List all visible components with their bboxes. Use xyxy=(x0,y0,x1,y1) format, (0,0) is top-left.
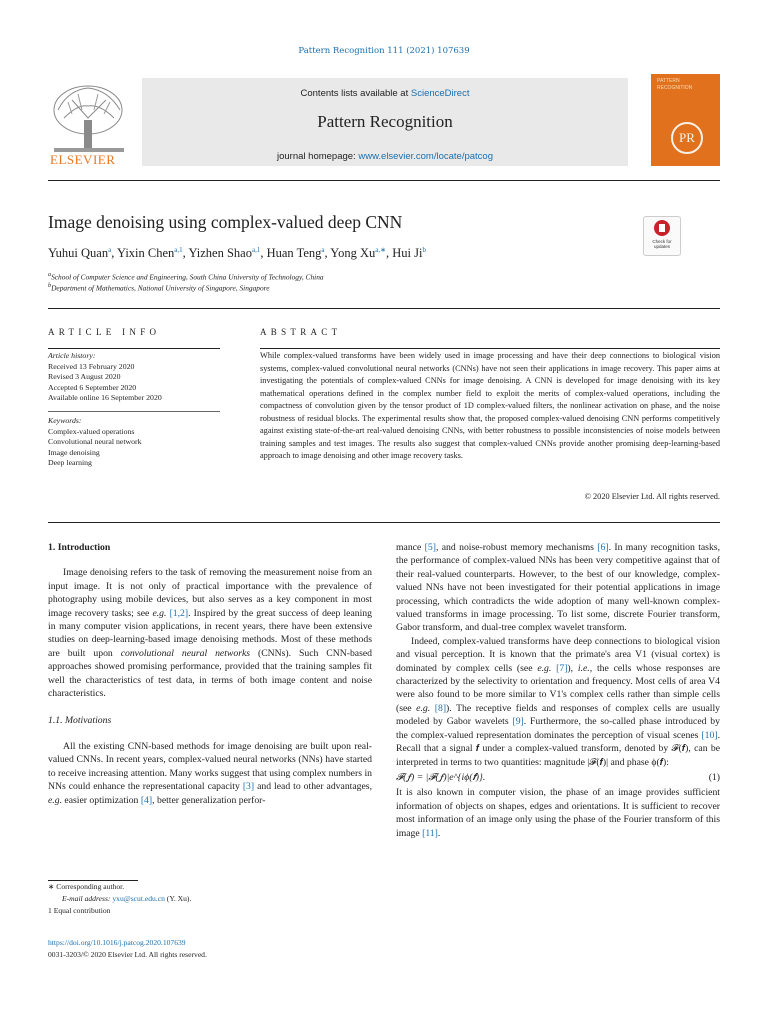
sciencedirect-link[interactable]: ScienceDirect xyxy=(410,88,470,99)
contents-line xyxy=(142,88,628,99)
text-run: (CNNs). Such CNN-based approaches showed promising performance, provided that the training samples fit well the characteristics of test data, in terms of both image content and noise characteristics. xyxy=(48,647,372,700)
affiliation-label: a xyxy=(48,272,52,278)
body-column-right xyxy=(396,541,720,840)
citation-link[interactable]: [11] xyxy=(422,827,438,839)
author-name[interactable]: Yuhui Quan xyxy=(48,246,109,261)
section-title: 1. Introduction xyxy=(48,542,111,553)
author-affiliation-mark[interactable]: b xyxy=(422,246,426,254)
history-accepted: Accepted 6 September 2020 xyxy=(48,382,137,392)
equation-number: (1) xyxy=(708,771,720,783)
subsection-title: 1.1. Motivations xyxy=(48,715,112,727)
text-run: Image denoising refers to the task of removing the measurement noise from an input image. It is not only of practical importance with the prevalence of photography using mobile devices, but also serves as a key component in most image recovery tasks; see xyxy=(48,567,372,619)
author-affiliation-mark[interactable]: a,1 xyxy=(251,246,261,254)
paragraph xyxy=(396,786,720,840)
journal-reference[interactable]: Pattern Recognition 111 (2021) 107639 xyxy=(298,46,470,56)
text-run: . Recall that a signal 𝒇 under a complex-valued transform, denoted by 𝓕(𝒇), can be interpreted in terms to two quantities: magnitude |𝓕(𝒇)| and phase ϕ(𝒇): xyxy=(396,729,720,768)
homepage-line xyxy=(142,151,628,162)
abstract-divider xyxy=(260,348,720,349)
elsevier-wordmark: ELSEVIER xyxy=(50,152,116,167)
affiliation-divider xyxy=(48,308,720,309)
history-revised: Revised 3 August 2020 xyxy=(48,372,121,382)
history-online: Available online 16 September 2020 xyxy=(48,393,162,403)
author-list: Yuhui Quan$^a$, Yixin Chen$^{a,1}$, Yizhen Shao$^{a,1}$, Huan Teng$^a$, Yong $Xu^{a,∗}$, Hui Ji$^b$ xyxy=(48,246,426,261)
footnote-corresponding: ∗ Corresponding author. xyxy=(48,882,125,891)
paper-title: Image denoising using complex-valued deep CNN xyxy=(48,212,403,232)
author-affiliation-mark[interactable]: a xyxy=(108,246,112,254)
citation-link[interactable]: [6] xyxy=(597,542,609,553)
text-run: ), xyxy=(567,662,578,674)
text-run: All the existing CNN-based methods for image denoising are built upon real-valued CNNs. In recent years, complex-valued neural networks (NNs) have started to receive increasing attention. Many works suggest that using complex numbers in NNs could enhance the representational capacity xyxy=(48,740,372,793)
keyword: Deep learning xyxy=(48,458,92,468)
author-name[interactable]: Yong Xu xyxy=(330,246,376,261)
journal-cover[interactable] xyxy=(651,74,720,166)
keyword: Convolutional neural network xyxy=(48,437,142,447)
issn-line: 0031-3203/© 2020 Elsevier Ltd. All rights reserved. xyxy=(48,950,207,959)
equation: 𝓕(𝒇) = |𝓕(𝒇)|e^{iϕ(𝒇)}. xyxy=(396,771,486,783)
journal-header-box xyxy=(142,78,628,166)
keywords-divider xyxy=(48,411,220,412)
keyword: Complex-valued operations xyxy=(48,426,135,436)
keyword: Image denoising xyxy=(48,447,100,457)
email-label: E-mail address: xyxy=(62,894,113,903)
abstract-heading: ABSTRACT xyxy=(260,327,342,337)
affiliation-text: Department of Mathematics, National University of Singapore, Singapore xyxy=(51,283,270,293)
email-link[interactable]: yxu@scut.edu.cn xyxy=(112,894,165,903)
text-run: , the cells whose responses are characterized by the selectivity to orientation and frequency. Most cells of area V4 were also found to be more similar to V1's complex cells rather than simple cells (see xyxy=(396,662,720,714)
citation-link[interactable]: [10] xyxy=(701,729,718,741)
citation-link[interactable]: [3] xyxy=(242,781,255,793)
contents-prefix: Contents lists available at xyxy=(300,88,411,99)
text-run: i.e. xyxy=(577,662,590,674)
cover-title: PATTERN RECOGNITION xyxy=(657,78,693,91)
text-run: easier optimization xyxy=(62,794,141,806)
footnote-email xyxy=(62,894,191,903)
affiliation-label: b xyxy=(48,283,52,289)
cover-emblem-icon: PR xyxy=(671,122,703,154)
body-divider xyxy=(48,522,720,523)
keywords xyxy=(48,416,142,469)
article-info-heading: ARTICLE INFO xyxy=(48,327,161,337)
email-suffix: (Y. Xu). xyxy=(164,894,192,903)
footnote-equal-contribution: 1 Equal contribution xyxy=(48,906,111,915)
bookmark-icon xyxy=(654,220,670,236)
text-run: e.g. xyxy=(537,662,552,674)
text-run: ). The receptive fields and responses of complex cells are usually modeled by Gabor wavelets xyxy=(396,702,720,728)
history-label: Article history: xyxy=(48,351,96,360)
citation-link[interactable]: [5] xyxy=(424,542,436,553)
author-affiliation-mark[interactable]: a,1 xyxy=(174,246,183,254)
affiliation-text: School of Computer Science and Engineering, South China University of Technology, China xyxy=(51,272,324,282)
homepage-link[interactable]: www.elsevier.com/locate/patcog xyxy=(358,151,493,162)
text-run: . xyxy=(437,827,441,839)
paragraph xyxy=(396,635,720,769)
history-received: Received 13 February 2020 xyxy=(48,361,135,371)
homepage-prefix: journal homepage: xyxy=(277,151,359,162)
equation-1 xyxy=(396,771,720,784)
keywords-label: Keywords: xyxy=(48,416,82,425)
article-history xyxy=(48,351,162,404)
paragraph xyxy=(48,566,372,700)
text-run: , and noise-robust memory mechanisms xyxy=(435,542,598,553)
text-run: convolutional neural networks xyxy=(120,647,251,659)
body-column-left xyxy=(48,541,372,807)
text-run: mance xyxy=(396,542,425,553)
author-name[interactable]: Yixin Chen xyxy=(116,246,175,261)
affiliation-a xyxy=(48,272,324,281)
citation-link[interactable]: [9] xyxy=(512,716,524,728)
journal-title: Pattern Recognition xyxy=(317,112,453,131)
citation-link[interactable]: [4] xyxy=(140,794,153,806)
abstract-copyright: © 2020 Elsevier Ltd. All rights reserved. xyxy=(584,492,720,501)
text-run: e.g. xyxy=(152,607,167,619)
author-name[interactable]: Yizhen Shao xyxy=(188,246,252,261)
text-run: . Inspired by the great success of deep leaning in many computer vision applications, in recent years, there have been extensive studies on deep-learning-based image denoising methods. Most of these methods are built upon xyxy=(48,607,372,659)
citation-link[interactable]: [1,2] xyxy=(169,607,189,619)
footnote-divider xyxy=(48,880,138,881)
author-affiliation-mark[interactable]: a xyxy=(321,246,325,254)
author-name[interactable]: Hui Ji xyxy=(392,246,423,261)
check-for-updates-button[interactable] xyxy=(643,216,681,256)
text-run: and lead to other advantages, xyxy=(254,781,372,793)
header-divider xyxy=(48,180,720,181)
article-info-divider xyxy=(48,348,220,349)
author-name[interactable]: Huan Teng xyxy=(266,246,322,261)
citation-link[interactable]: [8] xyxy=(434,702,447,714)
text-run: , better generalization perfor- xyxy=(152,794,266,806)
text-run: . Furthermore, the so-called phase introduced by the complex-valued representation dominates the perception of visual scenes xyxy=(396,716,720,741)
author-affiliation-mark[interactable]: a,∗ xyxy=(375,246,386,254)
text-run: Indeed, complex-valued transforms have deep connections to biological vision and visual perception. It is known that the primate's area V1 (visual cortex) is dominated by complex cells (see xyxy=(396,635,720,674)
text-run: e.g. xyxy=(416,702,431,714)
paragraph xyxy=(396,541,720,635)
doi-link[interactable]: https://doi.org/10.1016/j.patcog.2020.107639 xyxy=(48,938,186,947)
text-run: It is also known in computer vision, the phase of an image provides sufficient information of objects on shapes, edges and orientations. It is sufficient to recover most information of an image only using the phase of the Fourier transform of this image xyxy=(396,787,720,839)
paragraph xyxy=(48,740,372,807)
abstract-text: While complex-valued transforms have been widely used in image processing and have their deep connections to biological vision systems, complex-valued convolutional neural networks (CNNs) have not seen their applications in image recovery. This paper aims at investigating the potentials of complex-valued CNNs for image denoising. A CNN is developed for image denoising with its key mathematical operations defined in the complex number field to exploit the merits of complex-valued operations, including the compactness of convolution given by the tensor product of 1D complex-valued filters, the nonlinear activation on phase, and the noise robustness of residual blocks. The experimental results show that, the proposed complex-valued denoising CNN performs competitively against existing state-of-the-art real-valued denoising CNNs, with better robustness to possible inconsistencies of noise models between training samples and test images. The results also suggest that complex-valued CNNs provide another promising deep-learning-based approach to image denoising and other image recovery tasks. xyxy=(260,351,720,460)
check-updates-label: Check for updates xyxy=(652,239,672,249)
journal-header xyxy=(48,72,720,172)
text-run: e.g. xyxy=(48,794,62,806)
text-run: . In many recognition tasks, the performance of complex-valued NNs has been very competitive against that of their real-valued counterparts. However, to the best of our knowledge, complex-valued NNs have not been investigated for their potential applications in image processing, which contradicts the wide adoption of many well-known complex-valued transforms in image processing. To list some, discrete Fourier transform, Gabor transform, and dual-tree complex wavelet transform. xyxy=(396,542,720,634)
citation-link[interactable]: [7] xyxy=(556,662,568,674)
affiliation-b xyxy=(48,283,270,292)
